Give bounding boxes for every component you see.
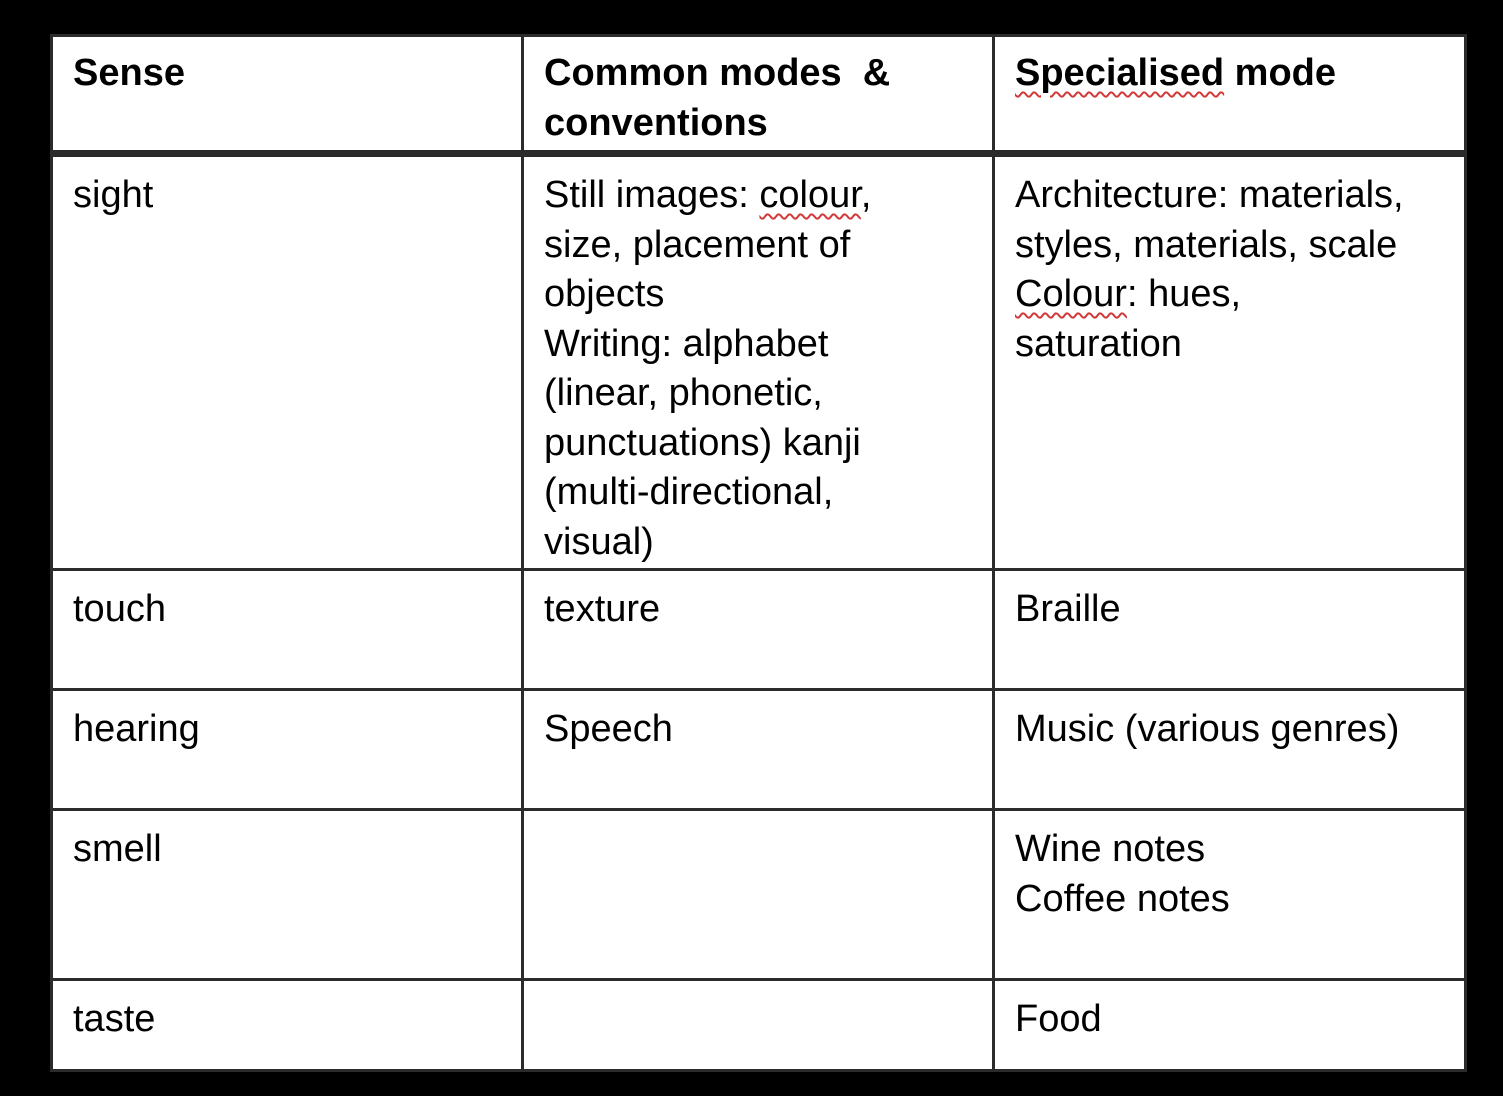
cell-sense bbox=[52, 690, 523, 810]
cell-common bbox=[523, 154, 994, 570]
table-row bbox=[52, 570, 1466, 690]
cell-common bbox=[523, 570, 994, 690]
common-line: (multi-directional, bbox=[544, 471, 834, 513]
cell-common bbox=[523, 810, 994, 980]
cell-specialised bbox=[994, 690, 1466, 810]
common-line: size, placement of bbox=[544, 223, 851, 266]
spellcheck-flagged-word: Specialised bbox=[1015, 52, 1225, 94]
common-line: punctuations) kanji bbox=[544, 421, 861, 464]
senses-table bbox=[50, 34, 1467, 1072]
header-specialised-mode bbox=[994, 36, 1466, 154]
header-sense-label: Sense bbox=[73, 52, 185, 94]
cell-common bbox=[523, 980, 994, 1071]
cell-sense bbox=[52, 154, 523, 570]
common-line: (linear, phonetic, bbox=[544, 372, 823, 414]
specialised-line: styles, materials, scale bbox=[1015, 223, 1398, 266]
table-row bbox=[52, 690, 1466, 810]
header-specialised-line bbox=[1015, 49, 1448, 99]
specialised-line: Colour: hues, bbox=[1015, 273, 1242, 315]
spellcheck-flagged-word: colour bbox=[759, 174, 861, 216]
cell-specialised bbox=[994, 154, 1466, 570]
cell-specialised bbox=[994, 570, 1466, 690]
common-line: objects bbox=[544, 273, 665, 315]
sense-label: smell bbox=[73, 828, 162, 870]
cell-sense bbox=[52, 570, 523, 690]
common-line: visual) bbox=[544, 520, 654, 563]
header-common-line-2: conventions bbox=[544, 101, 768, 144]
specialised-line: Coffee notes bbox=[1015, 877, 1230, 920]
specialised-line: Music (various genres) bbox=[1015, 708, 1400, 750]
sense-label: hearing bbox=[73, 708, 200, 750]
cell-common bbox=[523, 690, 994, 810]
cell-specialised bbox=[994, 810, 1466, 980]
document-page bbox=[50, 34, 1464, 1069]
header-specialised-rest: mode bbox=[1224, 52, 1337, 94]
spellcheck-flagged-word: Colour bbox=[1015, 273, 1127, 315]
cell-sense bbox=[52, 810, 523, 980]
common-line: Speech bbox=[544, 708, 673, 750]
specialised-line: Wine notes bbox=[1015, 828, 1206, 870]
specialised-line: Architecture: materials, bbox=[1015, 174, 1404, 216]
common-line: Writing: alphabet bbox=[544, 322, 829, 365]
header-common-modes bbox=[523, 36, 994, 154]
table-row bbox=[52, 980, 1466, 1071]
specialised-line: saturation bbox=[1015, 322, 1182, 365]
header-sense bbox=[52, 36, 523, 154]
specialised-line: Braille bbox=[1015, 588, 1121, 630]
specialised-line: Food bbox=[1015, 998, 1102, 1040]
sense-label: touch bbox=[73, 588, 166, 630]
sense-label: sight bbox=[73, 174, 154, 216]
table-row bbox=[52, 154, 1466, 570]
table-header-row bbox=[52, 36, 1466, 154]
cell-sense bbox=[52, 980, 523, 1071]
header-common-line-1: Common modes & bbox=[544, 52, 891, 94]
common-line: texture bbox=[544, 588, 661, 630]
table-row bbox=[52, 810, 1466, 980]
sense-label: taste bbox=[73, 998, 156, 1040]
common-line: Still images: colour, bbox=[544, 174, 872, 216]
cell-specialised bbox=[994, 980, 1466, 1071]
